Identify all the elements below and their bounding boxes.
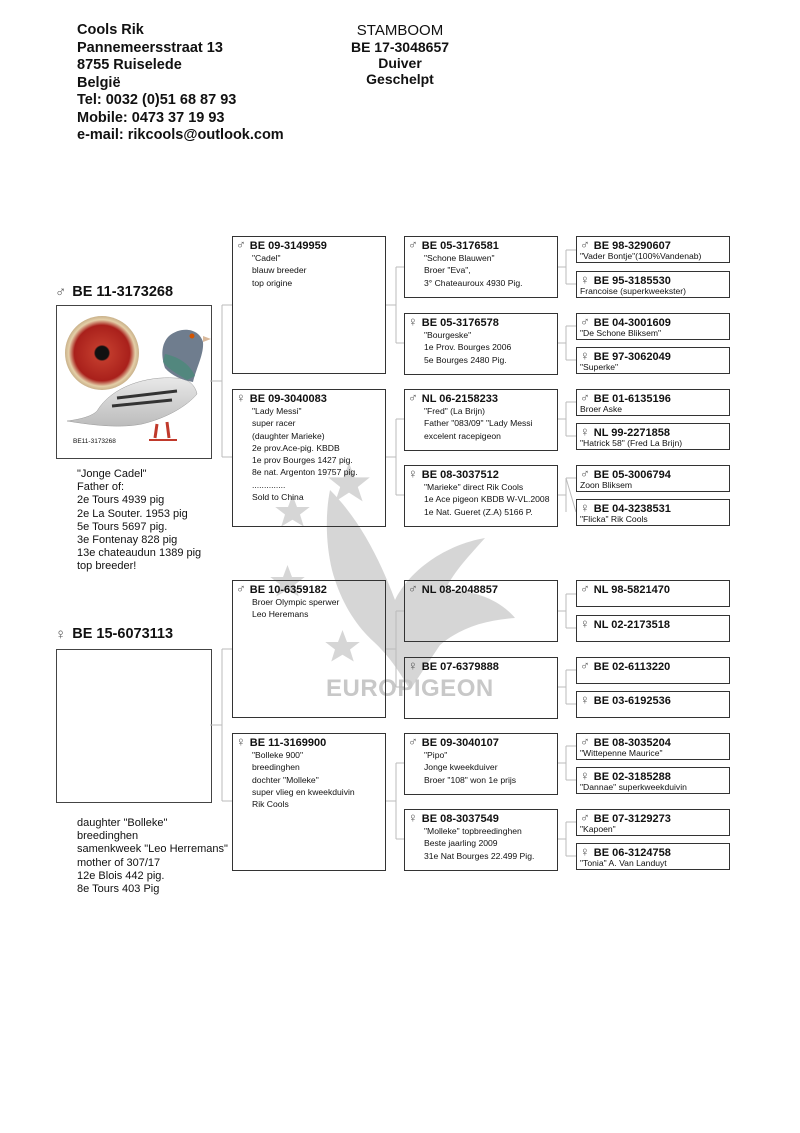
ring-number: BE 05-3006794 xyxy=(593,469,671,481)
male-symbol-icon: ♂ xyxy=(580,658,590,673)
box-info xyxy=(252,405,385,503)
pedigree-box-gen3 xyxy=(576,271,730,298)
pedigree-box-gen2 xyxy=(404,465,558,527)
male-symbol-icon: ♂ xyxy=(580,466,590,481)
ring-number: BE 07-6379888 xyxy=(421,661,499,673)
ring-number: BE 04-3001609 xyxy=(593,317,671,329)
ring-number: NL 99-2271858 xyxy=(593,427,670,439)
dam-ring: BE 15-6073113 xyxy=(72,626,174,642)
info-line: 1e Prov. Bourges 2006 xyxy=(424,342,512,353)
box-info xyxy=(424,825,557,862)
dam-notes xyxy=(77,817,228,896)
pedigree-box-gen3 xyxy=(576,809,730,836)
pedigree-box-gen2 xyxy=(404,236,558,298)
info-line: "Lady Messi" xyxy=(252,406,302,416)
female-symbol-icon: ♀ xyxy=(408,658,418,673)
box-info xyxy=(424,252,557,289)
info-line: Leo Heremans xyxy=(252,609,309,620)
female-symbol-icon: ♀ xyxy=(55,626,67,643)
box-info xyxy=(580,782,729,793)
box-info xyxy=(580,438,729,449)
ring-number: BE 01-6135196 xyxy=(593,393,671,405)
pedigree-box-gen2 xyxy=(404,733,558,795)
ring-number: BE 02-6113220 xyxy=(593,661,671,673)
ring-number: NL 08-2048857 xyxy=(421,584,498,596)
box-info xyxy=(424,329,557,366)
info-line: .............. xyxy=(252,479,286,490)
subject-ring: BE 17-3048657 xyxy=(350,39,450,55)
male-symbol-icon: ♂ xyxy=(580,581,590,596)
box-info xyxy=(580,480,729,491)
owner-block xyxy=(77,22,284,145)
ring-number: BE 11-3169900 xyxy=(249,737,327,749)
info-line: "Schone Blauwen" xyxy=(424,253,495,263)
female-symbol-icon: ♀ xyxy=(408,810,418,825)
box-info xyxy=(424,749,557,786)
info-line: super vlieg en kweekduivin xyxy=(252,786,355,797)
box-info xyxy=(580,286,729,297)
ring-number: BE 09-3149959 xyxy=(249,240,327,252)
pedigree-box-gen3 xyxy=(576,767,730,794)
pedigree-box-gen3 xyxy=(576,465,730,492)
pedigree-box-gen3 xyxy=(576,389,730,416)
male-symbol-icon: ♂ xyxy=(580,390,590,405)
pedigree-box-gen3 xyxy=(576,691,730,718)
female-symbol-icon: ♀ xyxy=(580,424,590,439)
pedigree-heading xyxy=(330,22,470,87)
info-line: super racer xyxy=(252,418,296,429)
sire-notes xyxy=(77,468,201,574)
pedigree-box-gen2 xyxy=(404,580,558,642)
info-line: 1e Ace pigeon KBDB W-VL.2008 xyxy=(424,494,550,505)
info-line: "Pipo" xyxy=(424,750,448,760)
owner-name: Cools Rik xyxy=(77,22,144,38)
info-line: "De Schone Bliksem" xyxy=(580,328,662,338)
pedigree-box-gen2 xyxy=(404,809,558,871)
info-line: "Dannae" superkweekduivin xyxy=(580,782,687,792)
sire-note: 3e Fontenay 828 pig xyxy=(77,534,178,547)
owner-tel: Tel: 0032 (0)51 68 87 93 xyxy=(77,92,237,108)
box-info xyxy=(580,328,729,339)
info-line: (daughter Marieke) xyxy=(252,430,325,441)
pedigree-box-gen3 xyxy=(576,499,730,526)
ring-number: BE 08-3037549 xyxy=(421,813,499,825)
box-info xyxy=(580,514,729,525)
info-line: "Kapoen" xyxy=(580,824,616,834)
pedigree-box-gen3 xyxy=(576,733,730,760)
info-line: "Marieke" direct Rik Cools xyxy=(424,482,524,492)
info-line: "Molleke" topbreedinghen xyxy=(424,826,522,836)
owner-city: 8755 Ruiselede xyxy=(77,57,182,73)
box-info xyxy=(580,748,729,759)
sire-note: 2e La Souter. 1953 pig xyxy=(77,507,188,520)
pedigree-box-sire-mother xyxy=(232,389,386,527)
pedigree-box-gen3 xyxy=(576,580,730,607)
male-symbol-icon: ♂ xyxy=(580,810,590,825)
male-symbol-icon: ♂ xyxy=(236,581,246,596)
info-line: 1e prov Bourges 1427 pig. xyxy=(252,455,353,466)
ring-number: BE 10-6359182 xyxy=(249,584,327,596)
info-line: top origine xyxy=(252,277,293,288)
owner-email: e-mail: rikcools@outlook.com xyxy=(77,127,284,143)
female-symbol-icon: ♀ xyxy=(580,768,590,783)
info-line: 8e nat. Argenton 19757 pig. xyxy=(252,467,358,478)
ring-number: NL 98-5821470 xyxy=(593,584,670,596)
sire-note: top breeder! xyxy=(77,560,137,573)
pedigree-box-gen2 xyxy=(404,313,558,375)
female-symbol-icon: ♀ xyxy=(236,390,246,405)
pedigree-box-gen3 xyxy=(576,615,730,642)
sire-ring: BE 11-3173268 xyxy=(72,284,174,300)
ring-number: BE 08-3037512 xyxy=(421,469,499,481)
box-info xyxy=(252,596,385,621)
info-line: "Hatrick 58" (Fred La Brijn) xyxy=(580,438,683,448)
ring-number: BE 07-3129273 xyxy=(593,813,671,825)
ring-number: NL 06-2158233 xyxy=(421,393,498,405)
info-line: 5e Bourges 2480 Pig. xyxy=(424,354,507,365)
pedigree-box-gen3 xyxy=(576,843,730,870)
dam-note: samenkweek "Leo Herremans" xyxy=(77,843,228,856)
info-line: 3° Chateauroux 4930 Pig. xyxy=(424,277,523,288)
box-info xyxy=(580,824,729,835)
info-line: "Fred" (La Brijn) xyxy=(424,406,486,416)
info-line: 1e Nat. Gueret (Z.A) 5166 P. xyxy=(424,506,533,517)
sire-note: Father of: xyxy=(77,481,125,494)
info-line: blauw breeder xyxy=(252,265,307,276)
subject-color: Geschelpt xyxy=(366,71,434,87)
box-info xyxy=(252,252,385,289)
box-info xyxy=(424,481,557,518)
info-line: "Superke" xyxy=(580,362,619,372)
info-line: 31e Nat Bourges 22.499 Pig. xyxy=(424,850,535,861)
sire-heading xyxy=(55,284,173,300)
male-symbol-icon: ♂ xyxy=(580,237,590,252)
male-symbol-icon: ♂ xyxy=(408,734,418,749)
info-line: "Cadel" xyxy=(252,253,281,263)
info-line: dochter "Molleke" xyxy=(252,774,319,785)
box-info xyxy=(424,405,557,442)
info-line: Broer Olympic sperwer xyxy=(252,597,340,607)
male-symbol-icon: ♂ xyxy=(580,314,590,329)
watermark-text: EUROPIGEON xyxy=(326,675,494,702)
ring-number: BE 06-3124758 xyxy=(593,847,671,859)
document-title: STAMBOOM xyxy=(356,22,444,39)
pedigree-box-gen3 xyxy=(576,347,730,374)
owner-street: Pannemeersstraat 13 xyxy=(77,39,223,56)
photo-caption: BE11-3173268 xyxy=(73,438,116,445)
dam-note: 12e Blois 442 pig. xyxy=(77,869,165,882)
ring-number: BE 03-6192536 xyxy=(593,695,671,707)
info-line: "Bourgeske" xyxy=(424,330,472,340)
male-symbol-icon: ♂ xyxy=(236,237,246,252)
info-line: Rik Cools xyxy=(252,799,289,810)
male-symbol-icon: ♂ xyxy=(580,734,590,749)
box-info xyxy=(580,251,729,262)
ring-number: BE 97-3062049 xyxy=(593,351,671,363)
female-symbol-icon: ♀ xyxy=(580,616,590,631)
pedigree-box-dam-father xyxy=(232,580,386,718)
sire-photo xyxy=(56,305,212,459)
info-line: Beste jaarling 2009 xyxy=(424,838,498,849)
pedigree-box-gen3 xyxy=(576,423,730,450)
pigeon-photo-icon xyxy=(57,306,211,458)
ring-number: BE 95-3185530 xyxy=(593,275,671,287)
sire-note: 2e Tours 4939 pig xyxy=(77,494,165,507)
ring-number: BE 09-3040107 xyxy=(421,737,499,749)
info-line: Broer "Eva", xyxy=(424,265,471,276)
female-symbol-icon: ♀ xyxy=(236,734,246,749)
dam-heading xyxy=(55,626,173,642)
pedigree-box-gen3 xyxy=(576,657,730,684)
female-symbol-icon: ♀ xyxy=(580,348,590,363)
info-line: Father "083/09" "Lady Messi xyxy=(424,418,533,429)
ring-number: BE 05-3176578 xyxy=(421,317,499,329)
female-symbol-icon: ♀ xyxy=(580,844,590,859)
dam-note: mother of 307/17 xyxy=(77,856,161,869)
owner-country: België xyxy=(77,74,121,91)
info-line: "Flicka" Rik Cools xyxy=(580,514,648,524)
pedigree-box-sire-father xyxy=(232,236,386,374)
sire-note: 13e chateaudun 1389 pig xyxy=(77,547,202,560)
info-line: Zoon Bliksem xyxy=(580,480,633,490)
sire-note: "Jonge Cadel" xyxy=(77,468,147,480)
dam-note: daughter "Bolleke" xyxy=(77,817,168,829)
male-symbol-icon: ♂ xyxy=(55,284,67,301)
female-symbol-icon: ♀ xyxy=(580,272,590,287)
box-info xyxy=(580,404,729,415)
female-symbol-icon: ♀ xyxy=(580,500,590,515)
sire-note: 5e Tours 5697 pig. xyxy=(77,520,168,533)
box-info xyxy=(580,362,729,373)
owner-mobile: Mobile: 0473 37 19 93 xyxy=(77,109,225,126)
female-symbol-icon: ♀ xyxy=(580,692,590,707)
female-symbol-icon: ♀ xyxy=(408,466,418,481)
ring-number: BE 98-3290607 xyxy=(593,240,671,252)
info-line: Broer "108" won 1e prijs xyxy=(424,774,517,785)
info-line: "Wittepenne Maurice" xyxy=(580,748,663,758)
pedigree-box-gen2 xyxy=(404,657,558,719)
ring-number: BE 04-3238531 xyxy=(593,503,671,515)
info-line: breedinghen xyxy=(252,762,300,773)
pedigree-box-gen3 xyxy=(576,313,730,340)
dam-note: breedinghen xyxy=(77,830,139,843)
ring-number: BE 09-3040083 xyxy=(249,393,327,405)
ring-number: BE 05-3176581 xyxy=(421,240,499,252)
pedigree-box-gen3 xyxy=(576,236,730,263)
info-line: 2e prov.Ace-pig. KBDB xyxy=(252,442,340,453)
info-line: Broer Aske xyxy=(580,404,623,414)
dam-photo-placeholder xyxy=(56,649,212,803)
pedigree-box-dam-mother xyxy=(232,733,386,871)
info-line: "Bolleke 900" xyxy=(252,750,304,760)
male-symbol-icon: ♂ xyxy=(408,581,418,596)
info-line: "Tonia" A. Van Landuyt xyxy=(580,858,667,868)
male-symbol-icon: ♂ xyxy=(408,390,418,405)
box-info xyxy=(580,858,729,869)
male-symbol-icon: ♂ xyxy=(408,237,418,252)
dam-note: 8e Tours 403 Pig xyxy=(77,883,160,896)
info-line: Sold to China xyxy=(252,492,304,503)
ring-number: BE 02-3185288 xyxy=(593,771,671,783)
info-line: excelent racepigeon xyxy=(424,430,501,441)
box-info xyxy=(252,749,385,810)
pedigree-box-gen2 xyxy=(404,389,558,451)
female-symbol-icon: ♀ xyxy=(408,314,418,329)
subject-sex: Duiver xyxy=(378,55,422,71)
ring-number: BE 08-3035204 xyxy=(593,737,671,749)
info-line: "Vader Bontje"(100%Vandenab) xyxy=(580,251,702,261)
info-line: Francoise (superkweekster) xyxy=(580,286,687,296)
ring-number: NL 02-2173518 xyxy=(593,619,670,631)
info-line: Jonge kweekduiver xyxy=(424,762,498,773)
